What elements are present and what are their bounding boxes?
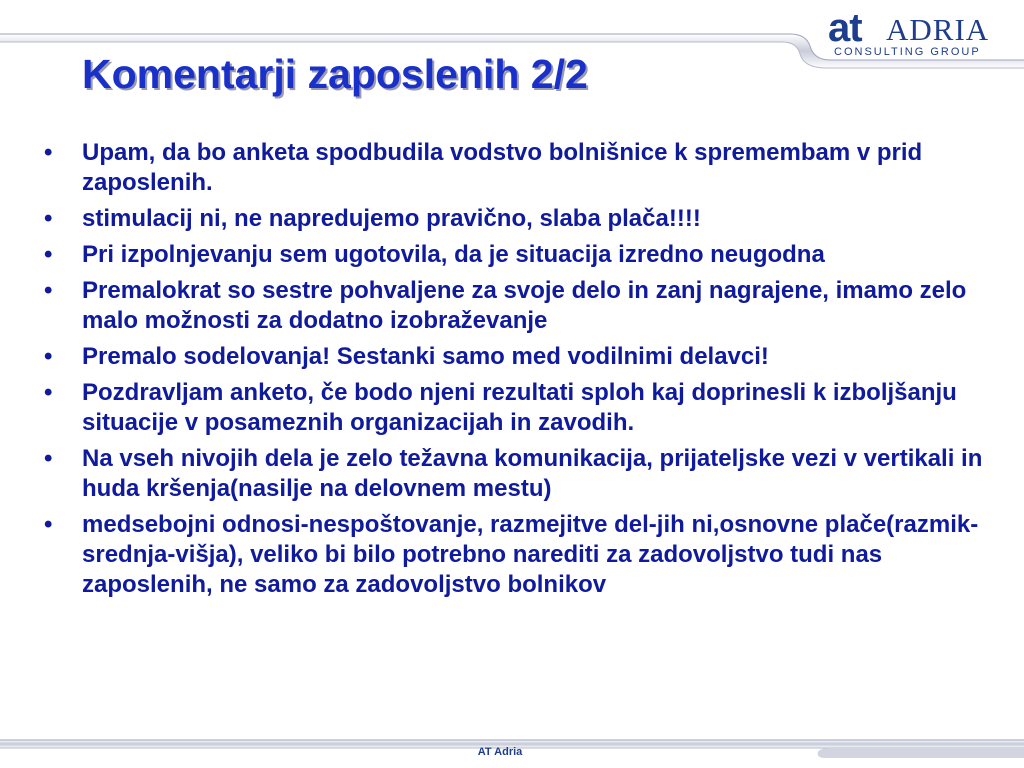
bullet-icon: • [44, 205, 53, 232]
bullet-icon: • [44, 445, 53, 472]
list-item-text: Premalokrat so sestre pohvaljene za svoje delo in zanj nagrajene, imamo zelo malo možnosti za dodatno izobraževanje [82, 277, 967, 334]
list-item [44, 510, 1006, 600]
comment-list [44, 138, 1006, 606]
logo-adria-text: ADRIA [886, 12, 990, 47]
bullet-icon: • [44, 139, 53, 166]
bullet-icon: • [44, 241, 53, 268]
list-item-text: Upam, da bo anketa spodbudila vodstvo bolnišnice k spremembam v prid zaposlenih. [82, 139, 923, 196]
list-item-text: medsebojni odnosi-nespoštovanje, razmejitve del-jih ni,osnovne plače(razmik-srednja-višja), veliko bi bilo potrebno narediti za zadovoljstvo tudi nas zaposlenih, ne samo za zadovoljstvo bolnikov [82, 511, 979, 598]
list-item-text: stimulacij ni, ne napredujemo pravično, slaba plača!!!! [82, 205, 701, 232]
logo-at-text: at [828, 6, 862, 50]
list-item [44, 378, 1006, 438]
list-item [44, 276, 1006, 336]
footer-label: AT Adria [477, 746, 523, 758]
list-item [44, 444, 1006, 504]
bullet-icon: • [44, 277, 53, 304]
bullet-icon: • [44, 511, 53, 538]
list-item [44, 204, 1006, 234]
list-item [44, 138, 1006, 198]
list-item-text: Na vseh nivojih dela je zelo težavna komunikacija, prijateljske vezi v vertikali in huda kršenja(nasilje na delovnem mestu) [82, 445, 983, 502]
company-logo [818, 6, 1008, 62]
list-item-text: Premalo sodelovanja! Sestanki samo med vodilnimi delavci! [82, 343, 769, 370]
slide-title: Komentarji zaposlenih 2/2 [82, 51, 588, 97]
bullet-icon: • [44, 379, 53, 406]
list-item-text: Pri izpolnjevanju sem ugotovila, da je situacija izredno neugodna [82, 241, 825, 268]
bullet-icon: • [44, 343, 53, 370]
list-item-text: Pozdravljam anketo, če bodo njeni rezultati sploh kaj doprinesli k izboljšanju situacije v posameznih organizacijah in zavodih. [82, 379, 957, 436]
list-item [44, 342, 1006, 372]
logo-subtitle: CONSULTING GROUP [834, 46, 981, 58]
list-item [44, 240, 1006, 270]
